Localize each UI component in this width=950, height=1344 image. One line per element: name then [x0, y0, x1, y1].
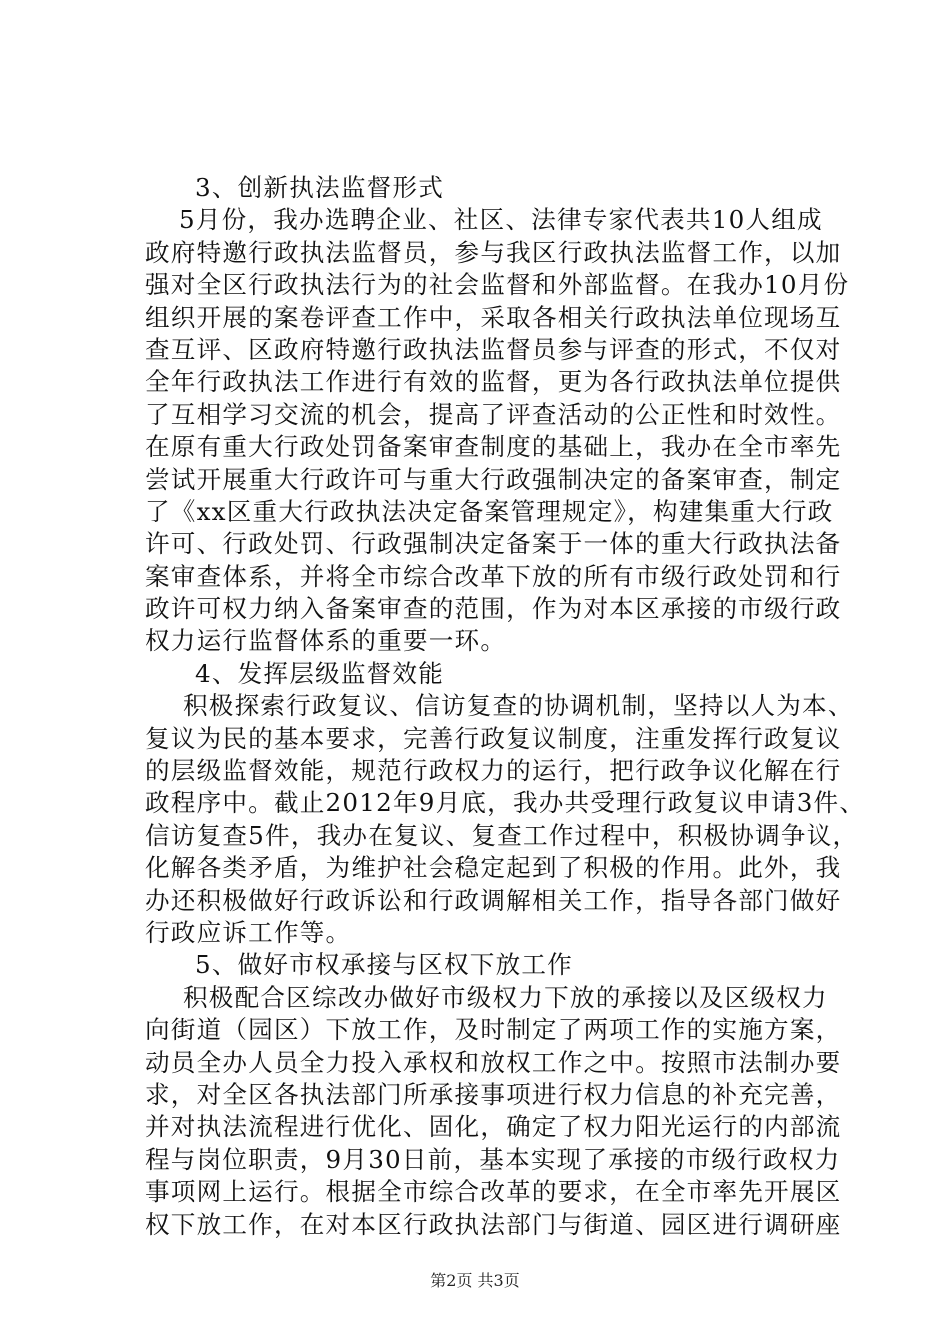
paragraph-line: 信访复查5件，我办在复议、复查工作过程中，积极协调争议，: [145, 820, 859, 850]
paragraph-line: 积极配合区综改办做好市级权力下放的承接以及区级权力: [183, 982, 828, 1012]
paragraph-line: 并对执法流程进行优化、固化，确定了权力阳光运行的内部流: [145, 1112, 842, 1142]
paragraph-line: 强对全区行政执法行为的社会监督和外部监督。在我办10月份: [145, 270, 850, 300]
paragraph-line: 全年行政执法工作进行有效的监督，更为各行政执法单位提供: [145, 367, 842, 397]
paragraph-line: 复议为民的基本要求，完善行政复议制度，注重发挥行政复议: [145, 723, 842, 753]
paragraph-line: 政府特邀行政执法监督员，参与我区行政执法监督工作，以加: [145, 237, 842, 267]
paragraph-line: 的层级监督效能，规范行政权力的运行，把行政争议化解在行: [145, 756, 842, 786]
paragraph-line: 求，对全区各执法部门所承接事项进行权力信息的补充完善，: [145, 1079, 842, 1109]
document-body: [145, 172, 866, 1241]
paragraph-line: 案审查体系，并将全市综合改革下放的所有市级行政处罚和行: [145, 561, 842, 591]
paragraph-line: 5月份，我办选聘企业、社区、法律专家代表共10人组成: [179, 205, 823, 235]
paragraph-line: 权力运行监督体系的重要一环。: [145, 626, 507, 656]
paragraph-line: 事项网上运行。根据全市综合改革的要求，在全市率先开展区: [145, 1177, 842, 1207]
paragraph-line: 了互相学习交流的机会，提高了评查活动的公正性和时效性。: [145, 399, 842, 429]
section-heading-3: 3、创新执法监督形式: [195, 173, 444, 202]
paragraph-line: 动员全办人员全力投入承权和放权工作之中。按照市法制办要: [145, 1047, 842, 1077]
paragraph-line: 化解各类矛盾，为维护社会稳定起到了积极的作用。此外，我: [145, 853, 842, 883]
paragraph-line: 行政应诉工作等。: [145, 917, 352, 947]
paragraph-line: 政程序中。截止2012年9月底，我办共受理行政复议申请3件、: [145, 788, 866, 818]
page-number-footer: 第2页 共3页: [430, 1271, 520, 1290]
section-heading-4: 4、发挥层级监督效能: [195, 658, 444, 688]
paragraph-line: 了《xx区重大行政执法决定备案管理规定》，构建集重大行政: [145, 496, 834, 526]
paragraph-line: 查互评、区政府特邀行政执法监督员参与评查的形式，不仅对: [145, 334, 842, 364]
paragraph-line: 许可、行政处罚、行政强制决定备案于一体的重大行政执法备: [145, 529, 842, 559]
paragraph-line: 尝试开展重大行政许可与重大行政强制决定的备案审查，制定: [145, 464, 842, 494]
paragraph-line: 组织开展的案卷评查工作中，采取各相关行政执法单位现场互: [145, 302, 842, 332]
paragraph-line: 政许可权力纳入备案审查的范围，作为对本区承接的市级行政: [145, 594, 842, 624]
paragraph-line: 向街道（园区）下放工作，及时制定了两项工作的实施方案，: [145, 1015, 842, 1045]
paragraph-line: 办还积极做好行政诉讼和行政调解相关工作，指导各部门做好: [145, 885, 842, 915]
paragraph-line: 积极探索行政复议、信访复查的协调机制，坚持以人为本、: [183, 691, 854, 721]
paragraph-line: 程与岗位职责，9月30日前，基本实现了承接的市级行政权力: [145, 1144, 841, 1174]
paragraph-line: 权下放工作，在对本区行政执法部门与街道、园区进行调研座: [145, 1209, 842, 1239]
section-heading-5: 5、做好市权承接与区权下放工作: [195, 950, 573, 980]
paragraph-line: 在原有重大行政处罚备案审查制度的基础上，我办在全市率先: [145, 432, 842, 462]
